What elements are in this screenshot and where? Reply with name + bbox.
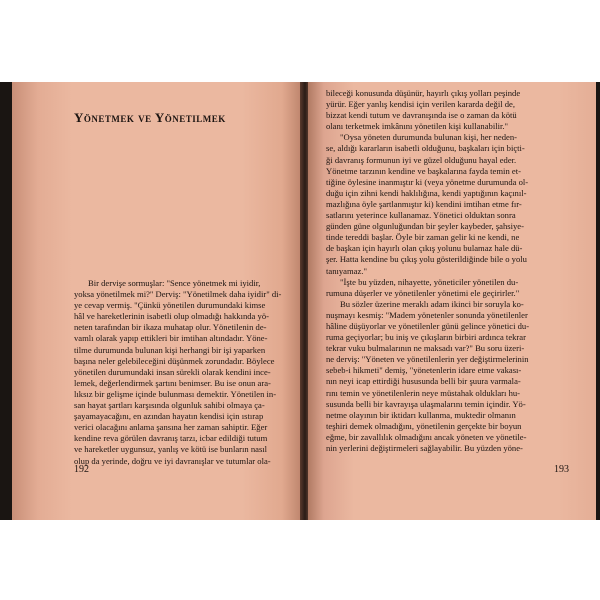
text-line: şer. Hatta kendine bu çıkış yolu gösterildiğinde bile o yolu [326,254,527,265]
page-number-right: 193 [554,464,569,475]
text-line: sebeb-i hikmeti" demiş, "yönetenlerin idare etme vakası- [326,365,522,376]
text-line: de başkan için hayırlı olan çıkış yolunu bulamaz hale dü- [326,243,523,254]
text-line: ye cevap vermiş. "Çünkü yönetilen durumundaki kimse [74,300,266,311]
text-line: Bir dervişe sormuşlar: "Sence yönetmek mi iyidir, [88,278,261,288]
text-line: duğu için zihni kendi haklılığına, kendi yaptığının kaçınıl- [326,187,527,198]
text-line: bizzat kendi tutum ve davranışında ise o zaman da kötü [326,110,517,121]
text-line: eğme, bir zavallılık olmadığını ancak yöneten ve yönetile- [326,431,527,442]
text-line: olanı terketmek imkânını yönetilen kişi kullanabilir." [326,121,509,132]
text-line: tiğine öylesine inanmıştır ki (veya yönetme durumunda ol- [326,176,529,187]
text-line: rını temin ve yönetilenlerin neye müstahak oldukları hu- [326,387,521,398]
text-line: bileceği konusunda düşünür, hayırlı çıkış yolları peşinde [326,88,521,98]
text-line: se, aldığı kararların isabetli olduğunu, başkaları için biçti- [326,143,525,154]
text-line: nin yerlerini değiştirmeleri sağlayabilir. Bu yüzden yöne- [326,443,523,453]
text-line: teşhiri demek olmadığını, yönetilenin gerçekte bir boyun [326,420,522,431]
text-line: ve hareketler uygunsuz, yanlış ve kötü ise bunların nasıl [74,444,268,455]
text-line: "İşte bu yüzden, nihayette, yöneticiler yönetilen du- [340,276,519,287]
text-line: ne derviş: "Yöneten ve yönetilenlerin yer değiştirmelerinin [326,354,529,365]
text-line: yönetilen durumundaki insan sürekli olarak kendini ince- [74,366,271,377]
text-line: kendine reva görülen davranış tarzı, icbar edildiği tutum [74,433,268,444]
text-line: lemek, değerlendirmek şartını benimser. Bu ise onun ara- [74,377,271,388]
text-line: lıksız bir gelişme içinde bulunması demektir. Yönetilen in- [74,388,277,399]
text-line: yoksa yönetilmek mi?" Derviş: "Yönetilmek daha iyidir" di- [74,289,282,300]
text-line: "Oysa yöneten durumunda bulunan kişi, her neden- [340,132,518,143]
text-line: ği davranış formunun iyi ve güzel olduğunu hayal eder. [326,154,517,165]
text-line: nın neyi icap ettirdiği hususunda belli bir şuura varmala- [326,376,521,387]
text-line: neten tarafından bir ikaza muhatap olur. Yönetilenin de- [74,322,267,333]
text-line: vamlı olarak yapıp ettikleri bir imtihan altındadır. Yöne- [74,333,268,344]
text-line: Bu sözler üzerine meraklı adam ikinci bir soruyla ko- [340,298,524,309]
text-line: hâline düşüyorlar ve yönetilenler günü gelince yönetici du- [326,320,530,331]
text-line: başına neler gelebileceğini düşünmek zorundadır. Böylece [74,355,275,366]
text-line: günden güne olgunluğundan bir şeyler kaybeder, şahsiye- [326,221,524,232]
text-line: verici olacağını anlama şansına her zaman sahiptir. Eğer [74,422,268,433]
text-line: san hayat şartları karşısında olgunluk sahibi olmaya ça- [74,400,265,411]
text-line: tinde tereddi başlar. Öyle bir zaman gelir ki ne kendi, ne [326,232,520,243]
right-body-text [326,88,578,454]
text-line: tekrar vuku bulmalarının ne maksadı var?" Bu soru üzeri- [326,343,525,354]
text-line: netme olayının bir iktidarı kullanma, muktedir olmanın [326,409,516,420]
text-line: mazlığına öyle şartlanmıştır ki) kendini imtihan etme fır- [326,198,522,209]
text-line: rumuna düşerler ve yönetilenler yönetimi ele geçirirler." [326,287,520,298]
text-line: yürür. Eğer yanlış kendisi için verilen kararda değil de, [326,99,515,110]
text-line: Yönetme tarzının kendine ve başkalarına fayda temin et- [326,165,521,176]
text-line: tanıyamaz." [326,265,367,276]
left-page [12,82,304,520]
book-spread [0,82,600,520]
text-line: ruma geçiyorlar; bu iniş ve çıkışların birbiri ardınca tekrar [326,332,526,343]
text-line: susunda belli bir kavrayışa ulaşmalarını temin içindir. Yö- [326,398,526,409]
text-line: olup da yerinde, doğru ve iyi davranışlar ve tutumlar ola- [74,455,271,466]
text-line: tilme durumunda bulunan kişi herhangi bir işi yaparken [74,344,266,355]
page-number-left: 192 [74,464,89,475]
left-body-text [74,278,300,467]
text-line: şayamayacağını, en azından hayatın kendisi için ıstırap [74,411,264,422]
text-line: satlarını yeterince kullanamaz. Yönetici olduktan sonra [326,210,516,221]
running-head: Yönetmek ve Yönetilmek [74,110,226,125]
text-line: hâl ve hareketlerinin isabetli olup olmadığı hakkında yö- [74,311,269,322]
right-page [308,82,596,520]
text-line: nuşmayı kesmiş: "Madem yönetenler sonunda yönetilenler [326,309,528,320]
